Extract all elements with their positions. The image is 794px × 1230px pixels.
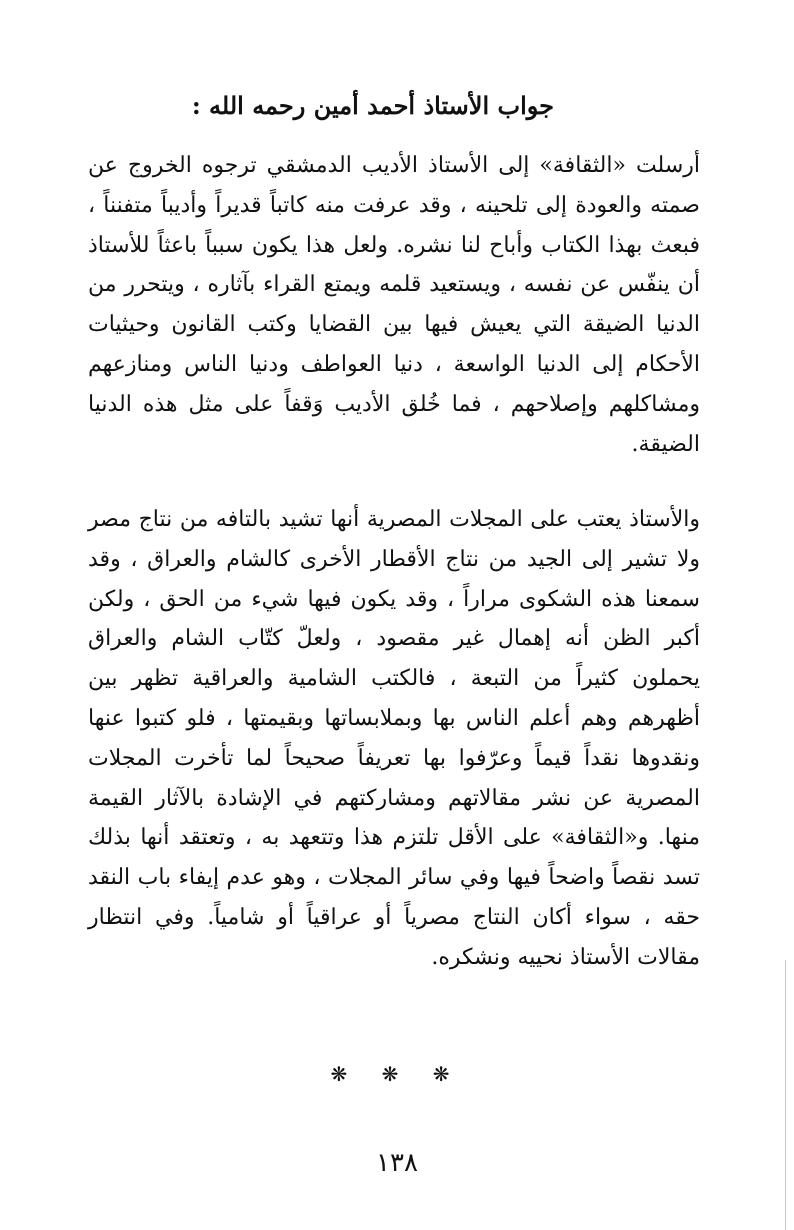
paragraph-intro: أرسلت «الثقافة» إلى الأستاذ الأديب الدمشقي ترجوه الخروج عن صمته والعودة إلى تلحينه ، وقد عرفت منه كاتباً قديراً وأديباً متفنناً ، فبعث بهذا الكتاب وأباح لنا نشره. ولعل هذا يكون سبباً باعثاً للأستاذ أن ينفّس عن نفسه ، ويستعيد قلمه ويمتع القراء بآثاره ، ويتحرر من الدنيا الضيقة التي يعيش فيها بين القضايا وكتب القانون وحيثيات الأحكام إلى الدنيا الواسعة ، دنيا العواطف ودنيا الناس ومنازعهم ومشاكلهم وإصلاحهم ، فما خُلق الأديب وَقفاً على مثل هذه الدنيا الضيقة. [88,153,700,457]
paragraph-body: والأستاذ يعتب على المجلات المصرية أنها تشيد بالتافه من نتاج مصر ولا تشير إلى الجيد من نتاج الأقطار الأخرى كالشام والعراق ، وقد سمعنا هذه الشكوى مراراً ، وقد يكون فيها شيء من الحق ، ولكن أكبر الظن أنه إهمال غير مقصود ، ولعلّ كتّاب الشام والعراق يحملون كثيراً من التبعة ، فالكتب الشامية والعراقية تظهر بين أظهرهم وهم أعلم الناس بها وبملابساتها وبقيمتها ، فلو كتبوا عنها ونقدوها نقداً قيماً وعرّفوا بها تعريفاً صحيحاً لما تأخرت المجلات المصرية عن نشر مقالاتهم ومشاركتهم في الإشادة بالآثار القيمة منها. و«الثقافة» على الأقل تلتزم هذا وتتعهد به ، وتعتقد أنها بذلك تسد نقصاً واضحاً فيها وفي سائر المجلات ، وهو عدم إيفاء باب النقد حقه ، سواء أكان النتاج مصرياً أو عراقياً أو شامياً. وفي انتظار مقالات الأستاذ نحييه ونشكره. [88,507,700,970]
page-edge-line [785,960,786,1230]
section-divider-ornament: ❋ ❋ ❋ [330,1062,464,1086]
section-heading: جواب الأستاذ أحمد أمين رحمه الله : [191,91,554,120]
page-number: ١٣٨ [376,1148,418,1178]
